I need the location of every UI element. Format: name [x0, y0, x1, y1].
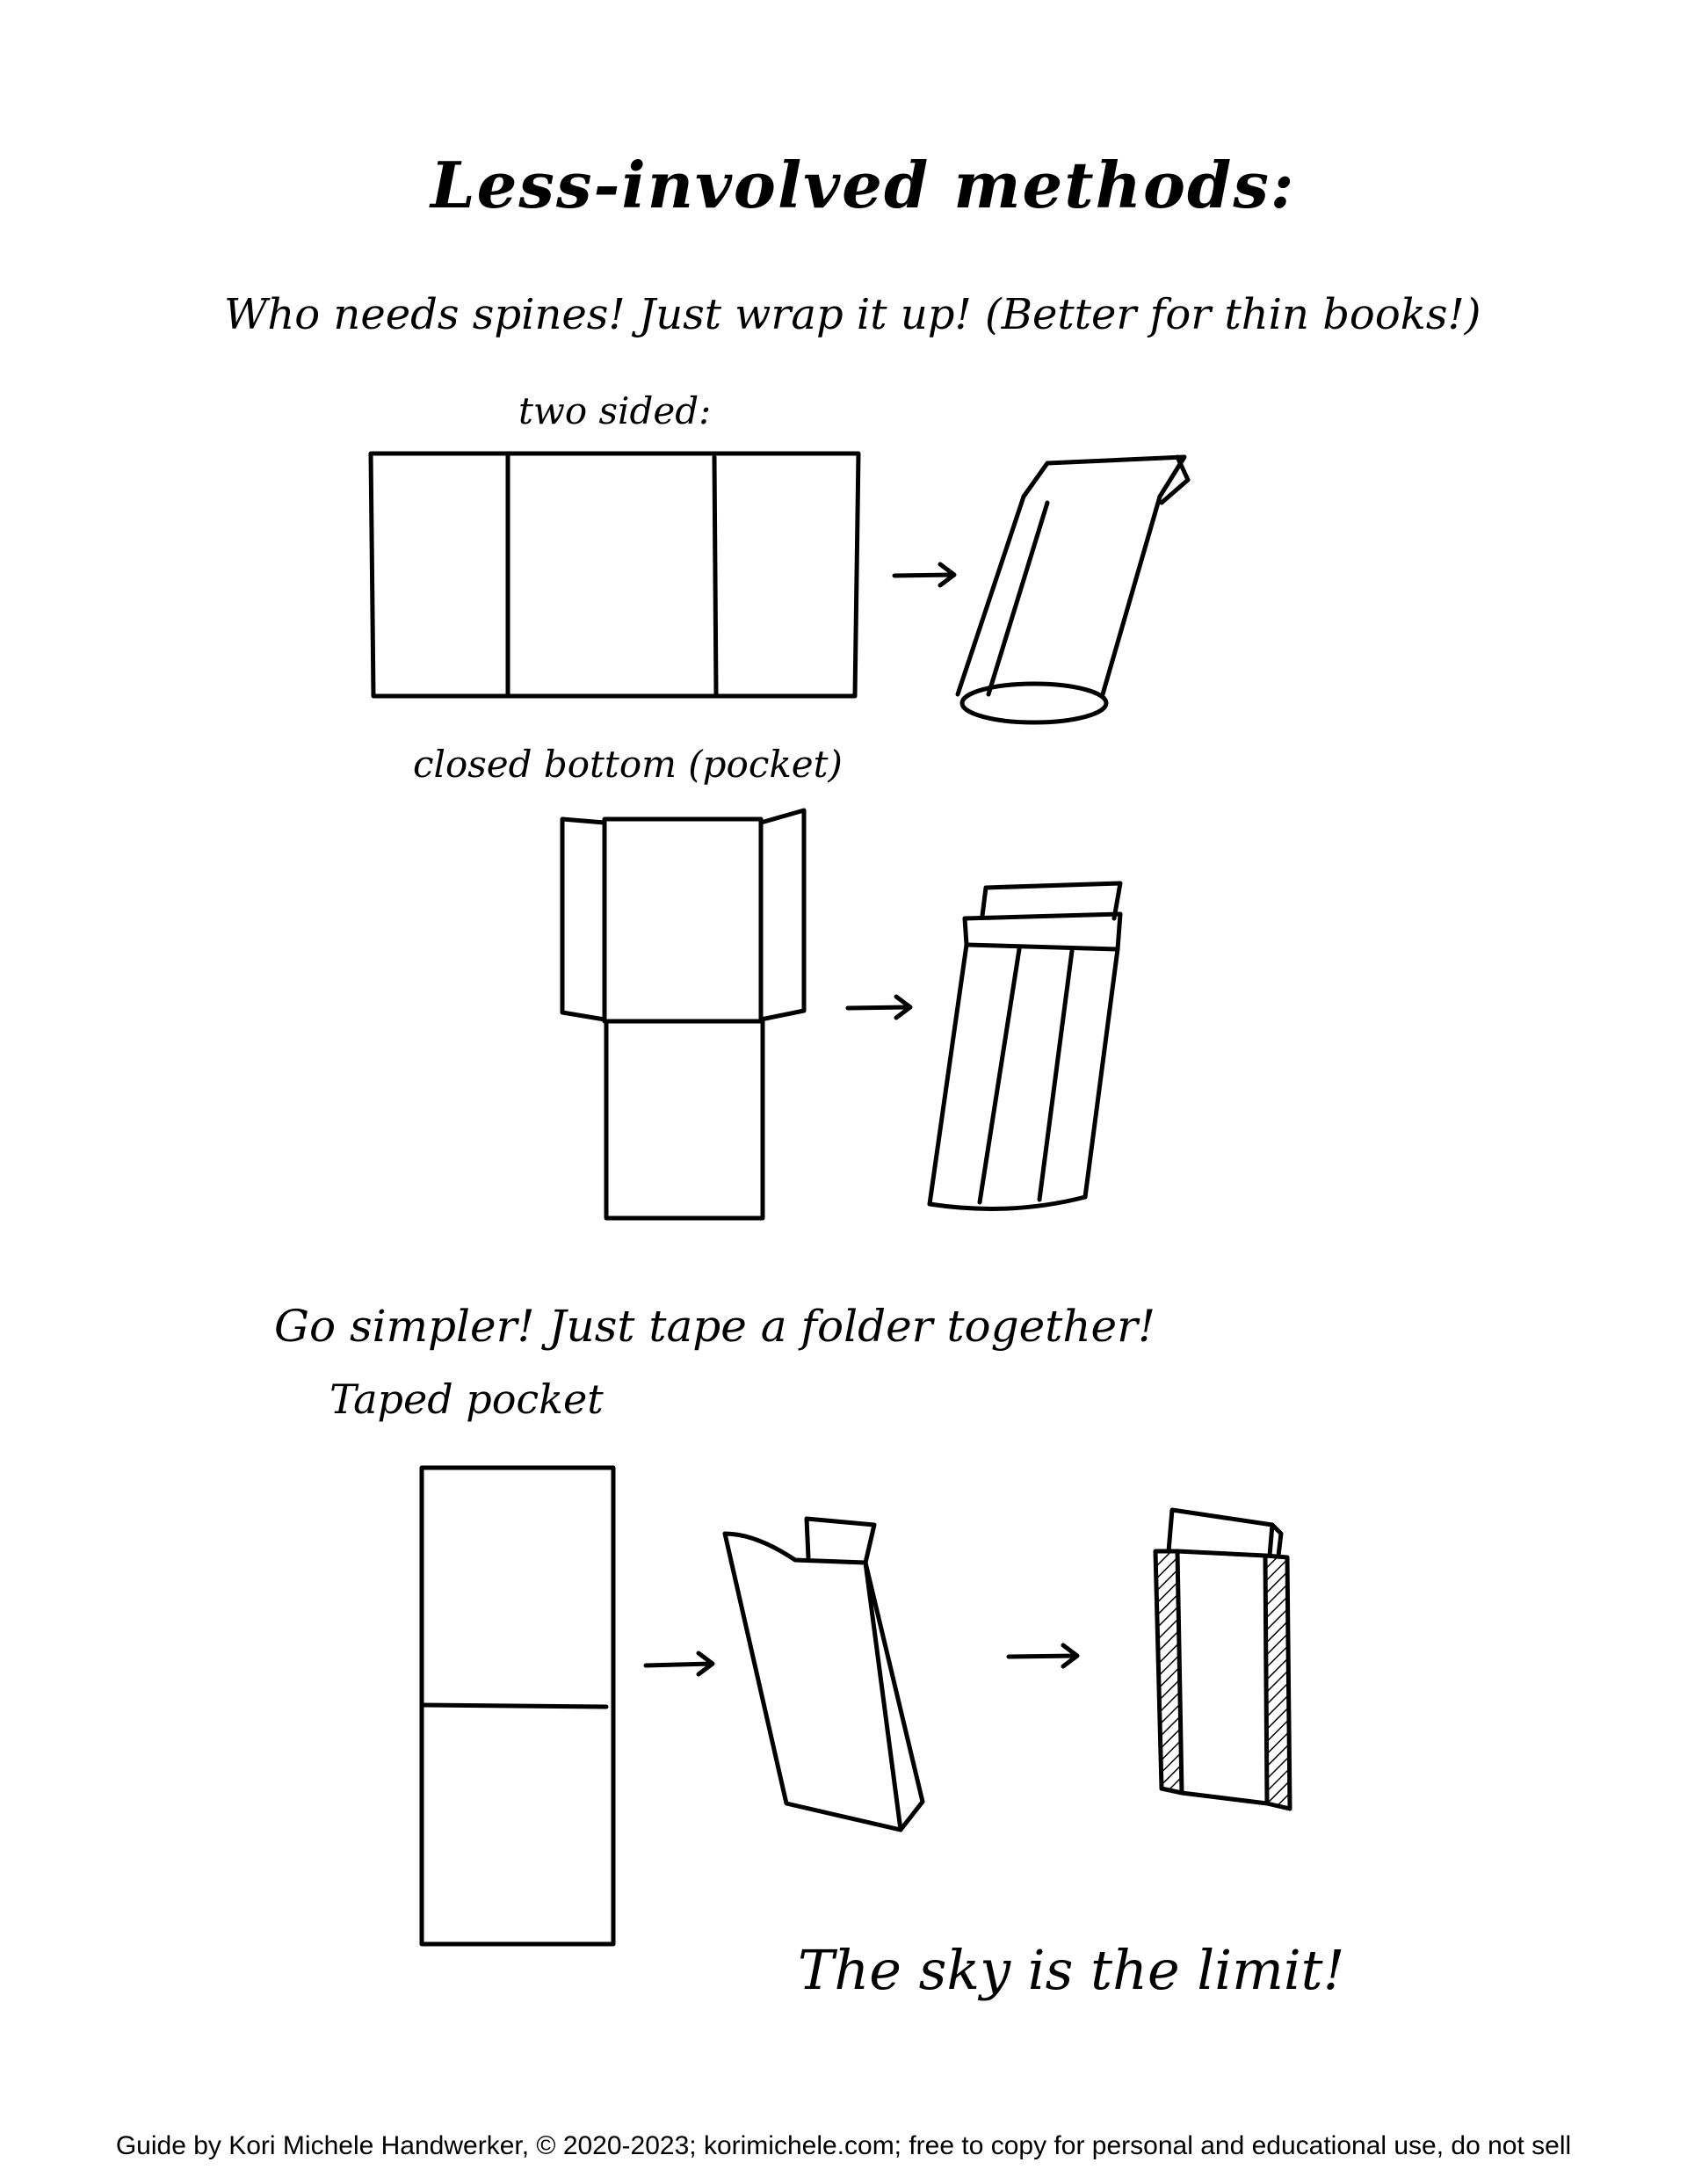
- arrow-icon: [646, 1653, 713, 1674]
- taped-pocket-book: [1155, 1510, 1290, 1809]
- folded-folder: [725, 1519, 923, 1830]
- taped-pocket-label: Taped pocket: [329, 1375, 604, 1423]
- two-sided-wrapped-book: [958, 457, 1188, 722]
- arrow-icon: [848, 997, 910, 1018]
- section1-heading: Who needs spines! Just wrap it up! (Better for thin books!): [224, 290, 1481, 339]
- closing-text: The sky is the limit!: [798, 1938, 1345, 2002]
- closed-bottom-flat-template: [562, 810, 804, 1218]
- footer-credit: Guide by Kori Michele Handwerker, © 2020-2023; korimichele.com; free to copy for personal and educational use, do not sell: [115, 2131, 1572, 2160]
- closed-bottom-label: closed bottom (pocket): [413, 743, 843, 786]
- page-title: Less-involved methods:: [431, 148, 1296, 222]
- two-sided-flat-template: [371, 453, 858, 696]
- arrow-icon: [1009, 1645, 1077, 1666]
- arrow-icon: [894, 564, 954, 585]
- taped-pocket-flat-template: [422, 1468, 613, 1944]
- tape-strip-left: [1155, 1551, 1182, 1793]
- tape-strip-right: [1265, 1556, 1290, 1809]
- closed-bottom-pocket-book: [930, 883, 1120, 1208]
- two-sided-label: two sided:: [518, 389, 712, 432]
- section2-heading: Go simpler! Just tape a folder together!: [274, 1301, 1156, 1352]
